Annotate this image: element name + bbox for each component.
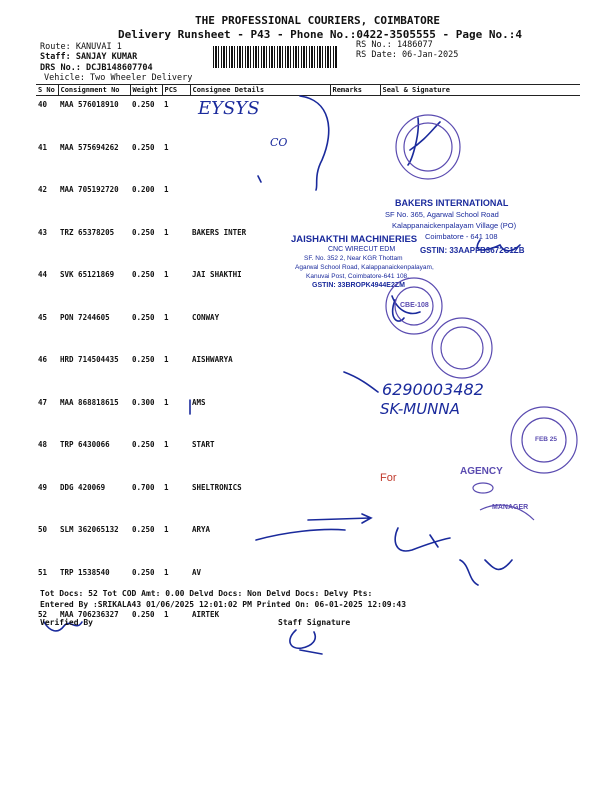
row-weight: 0.250	[132, 270, 155, 279]
staff-label: Staff: SANJAY KUMAR	[40, 52, 138, 62]
stamp-bakers-city: Coimbatore - 641 108	[425, 232, 498, 241]
stamp-bakers-village: Kalappanaickenpalayam Village (PO)	[392, 221, 517, 230]
row-weight: 0.250	[132, 100, 155, 109]
row-pcs: 1	[164, 525, 169, 534]
row-sno: 45	[38, 312, 48, 322]
staff-signature-label: Staff Signature	[278, 618, 351, 627]
row-consignment: MAA 575694262	[60, 142, 119, 152]
row-sno: 52	[38, 610, 48, 619]
row-consignee: AIRTEK	[192, 610, 220, 619]
row-consignee: START	[192, 440, 215, 449]
row-sno: 43	[38, 227, 48, 237]
row-weight: 0.700	[132, 482, 155, 492]
entered-printed-info: Entered By :SRIKALA43 01/06/2025 12:01:02 PM Printed On: 06-01-2025 12:09:43	[40, 600, 407, 609]
col-weight: Weight	[130, 85, 162, 96]
row-pcs: 1	[164, 397, 169, 407]
row-pcs: 1	[164, 312, 169, 322]
stamp-for: For	[380, 472, 397, 484]
row-consignment: HRD 714504435	[60, 355, 119, 364]
seal-code: CBE-108	[400, 302, 429, 309]
row-consignee: AV	[192, 567, 202, 577]
row-consignee: BAKERS INTER	[192, 227, 247, 237]
row-sno: 46	[38, 355, 48, 364]
row-pcs: 1	[164, 185, 169, 194]
stamp-manager: MANAGER	[492, 504, 529, 511]
row-sno: 49	[38, 482, 48, 492]
stamp-jai-addr1: SF. No. 352 2, Near KGR Thottam	[304, 255, 403, 262]
col-sno: S No	[36, 85, 58, 96]
row-sno: 42	[38, 185, 48, 194]
row-pcs: 1	[164, 482, 169, 492]
row-weight: 0.250	[132, 355, 155, 364]
stamp-bakers-gstin: GSTIN: 33AAPFB3672C1ZB	[420, 246, 525, 255]
route-label: Route: KANUVAI 1	[40, 42, 122, 52]
handwriting-row-41: CO	[270, 136, 288, 149]
row-consignee: ARYA	[192, 525, 211, 534]
row-sno: 48	[38, 440, 48, 449]
row-pcs: 1	[164, 610, 169, 619]
row-consignment: SVK 65121869	[60, 270, 115, 279]
vehicle-label: Vehicle: Two Wheeler Delivery	[44, 73, 193, 83]
col-remarks: Remarks	[330, 85, 380, 96]
row-pcs: 1	[164, 142, 169, 152]
col-seal-signature: Seal & Signature	[380, 85, 580, 96]
small-mark-row-50	[473, 483, 493, 493]
row-consignee: AMS	[192, 397, 206, 407]
verified-by-label: Verified By	[40, 618, 93, 627]
row-consignee: AISHWARYA	[192, 355, 233, 364]
row-consignment: TRP 6430066	[60, 440, 110, 449]
totals-summary: Tot Docs: 52 Tot COD Amt: 0.00 Delvd Docs: Non Delvd Docs: Delvy Pts:	[40, 589, 373, 598]
row-sno: 51	[38, 567, 48, 577]
row-pcs: 1	[164, 567, 169, 577]
row-consignment: MAA 706236327	[60, 610, 119, 619]
row-pcs: 1	[164, 227, 169, 237]
handwriting-name-row-48: SK-MUNNA	[380, 400, 460, 418]
row-weight: 0.200	[132, 185, 155, 194]
row-weight: 0.250	[132, 440, 155, 449]
row-sno: 44	[38, 270, 48, 279]
company-name: THE PROFESSIONAL COURIERS, COIMBATORE	[195, 14, 441, 27]
row-sno: 47	[38, 397, 48, 407]
stamp-jai-addr2: Agarwal School Road, Kalappanaickenpalayam,	[295, 264, 434, 271]
runsheet-title: Delivery Runsheet - P43 - Phone No.:0422-3505555 - Page No.:4	[118, 28, 522, 41]
row-consignment: MAA 576018910	[60, 100, 119, 109]
handwriting-row-40: EYSYS	[198, 98, 260, 119]
row-weight: 0.250	[132, 525, 155, 534]
row-consignment: MAA 705192720	[60, 185, 119, 194]
row-consignee: SHELTRONICS	[192, 482, 242, 492]
round-seal-row-41	[396, 115, 460, 179]
seal-date: FEB 25	[535, 436, 558, 443]
row-weight: 0.250	[132, 567, 155, 577]
row-consignment: DDG 420069	[60, 482, 106, 492]
row-consignee: JAI SHAKTHI	[192, 270, 242, 279]
stamp-bakers-address: SF No. 365, Agarwal School Road	[385, 210, 499, 219]
row-consignment: MAA 868818615	[60, 397, 119, 407]
stamp-bakers-name: BAKERS INTERNATIONAL	[395, 198, 509, 208]
row-consignment: TRP 1538540	[60, 567, 110, 577]
row-sno: 50	[38, 525, 48, 534]
col-consignment: Consignment No	[58, 85, 130, 96]
row-sno: 41	[38, 142, 48, 152]
row-weight: 0.250	[132, 610, 155, 619]
drs-number: DRS No.: DCJB148607704	[40, 63, 153, 73]
row-sno: 40	[38, 100, 48, 109]
row-weight: 0.250	[132, 312, 155, 322]
col-consignee: Consignee Details	[190, 85, 330, 96]
row-consignment: PON 7244605	[60, 312, 110, 322]
row-weight: 0.250	[132, 227, 155, 237]
stamp-jai-sub: CNC WIRECUT EDM	[328, 246, 396, 253]
row-consignment: SLM 362065132	[60, 525, 119, 534]
rs-date: RS Date: 06-Jan-2025	[356, 50, 459, 60]
row-consignee: CONWAY	[192, 312, 220, 322]
row-pcs: 1	[164, 100, 169, 109]
row-weight: 0.250	[132, 142, 155, 152]
stamp-jai-gstin: GSTIN: 33BROPK4944E2ZM	[312, 282, 405, 289]
stamp-jai-name: JAISHAKTHI MACHINERIES	[291, 234, 418, 245]
row-pcs: 1	[164, 355, 169, 364]
row-pcs: 1	[164, 440, 169, 449]
round-seal-inner-row-46	[441, 327, 483, 369]
stamp-jai-addr3: Kanuvai Post, Coimbatore-641 108.	[306, 273, 409, 280]
rs-number: RS No.: 1486077	[356, 40, 433, 50]
row-weight: 0.300	[132, 397, 155, 407]
stamp-agency: AGENCY	[460, 466, 503, 477]
round-seal-inner-row-41	[404, 123, 452, 171]
row-pcs: 1	[164, 270, 169, 279]
handwriting-phone-row-48: 6290003482	[382, 380, 484, 399]
col-pcs: PCS	[162, 85, 190, 96]
row-consignment: TRZ 65378205	[60, 227, 115, 237]
